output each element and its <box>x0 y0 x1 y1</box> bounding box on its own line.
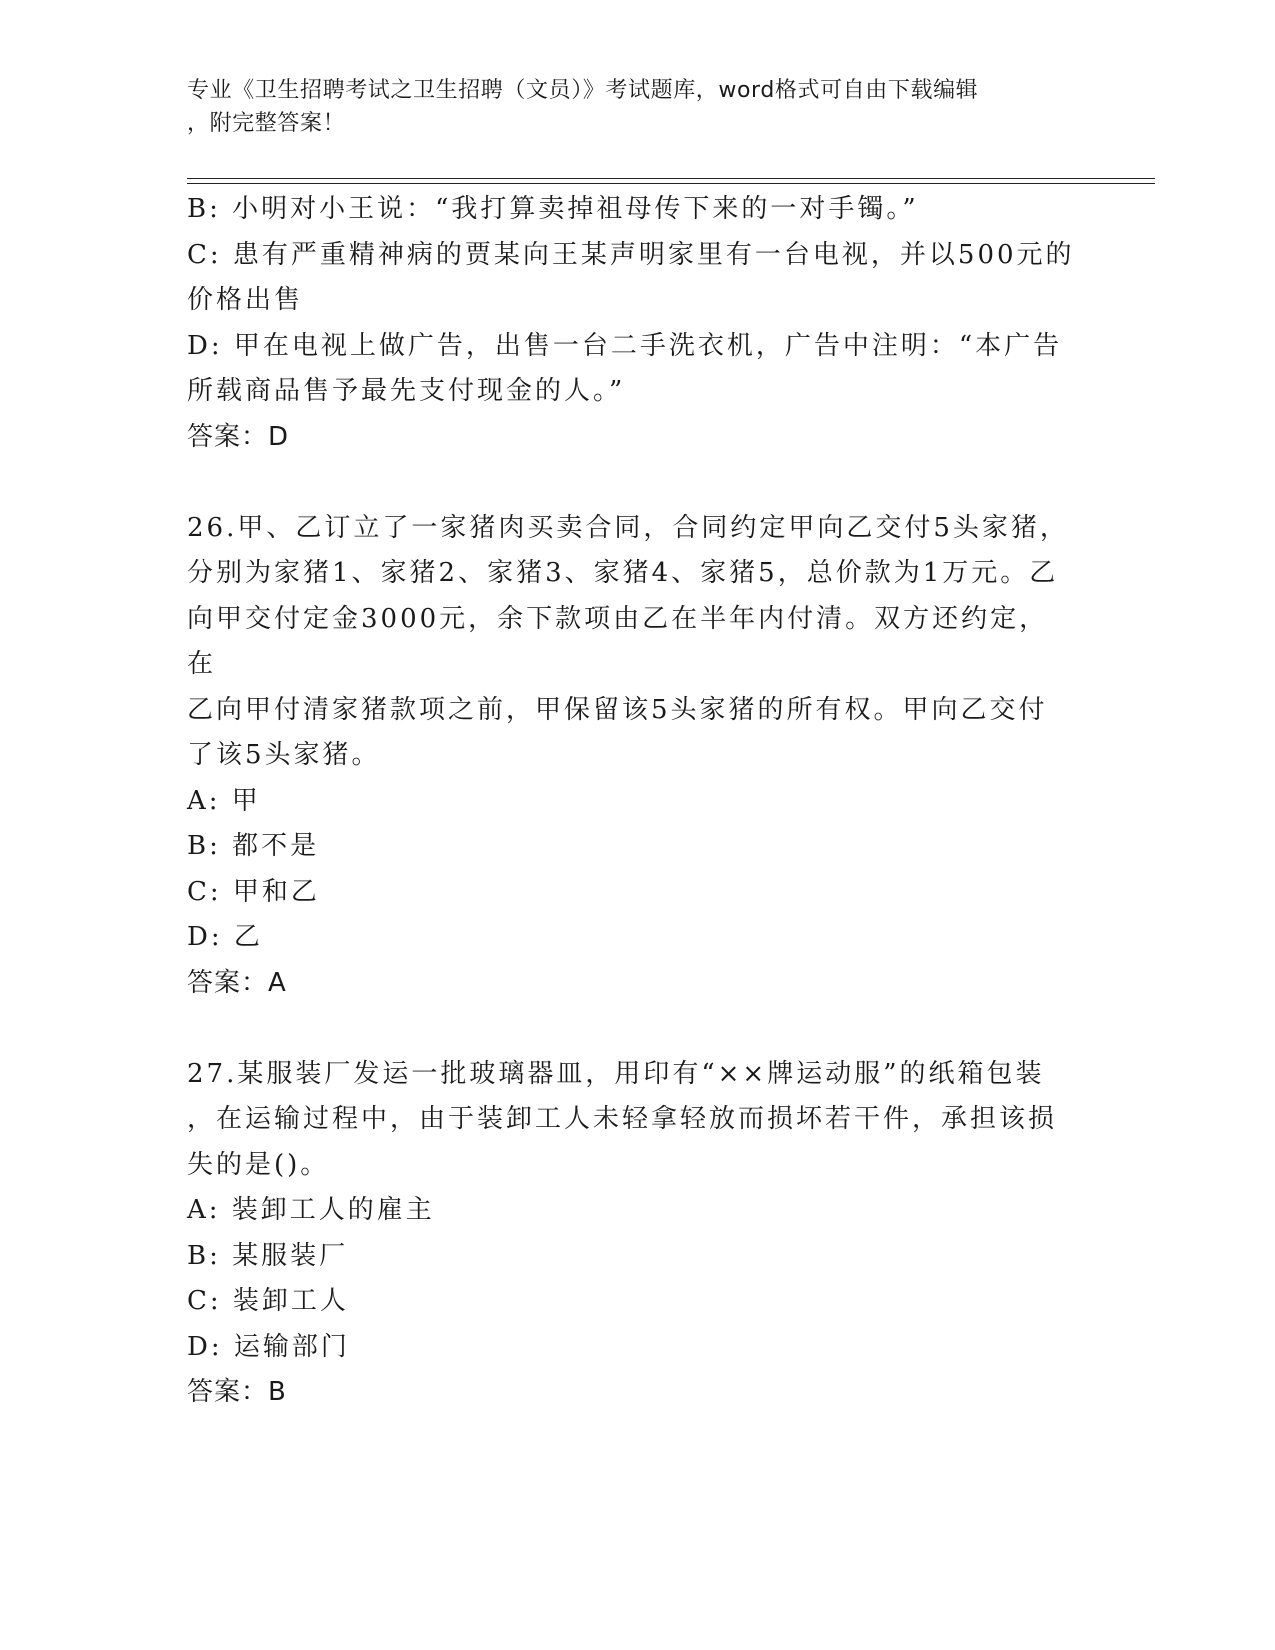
q27-stem-line: 失的是()。 <box>187 1149 330 1180</box>
header-divider-top <box>187 178 1155 179</box>
q25-option-c-cont: 价格出售 <box>187 285 304 315</box>
q27-stem-line: 27.某服装厂发运一批玻璃器皿，用印有“××牌运动服”的纸箱包装 <box>187 1058 1045 1089</box>
question-25-continued <box>187 187 1077 460</box>
q26-stem-line: 了该5头家猪。 <box>187 740 381 770</box>
q27-option-c: C: 装卸工人 <box>187 1286 349 1316</box>
question-26 <box>187 506 1077 1007</box>
q26-option-b: B: 都不是 <box>187 831 320 861</box>
question-27 <box>187 1052 1077 1416</box>
q26-option-d: D: 乙 <box>187 922 263 952</box>
document-header <box>187 74 1087 140</box>
q25-option-d: D: 甲在电视上做广告，出售一台二手洗衣机，广告中注明：“本广告 <box>187 330 1063 361</box>
q25-answer: 答案：D <box>187 421 290 452</box>
q27-stem-line: ，在运输过程中，由于装卸工人未轻拿轻放而损坏若干件，承担该损 <box>187 1104 1058 1134</box>
header-divider-bottom <box>187 183 1155 184</box>
header-line-2: ，附完整答案！ <box>187 111 346 136</box>
q26-stem-line: 向甲交付定金3000元，余下款项由乙在半年内付清。双方还约定，在 <box>187 603 1049 679</box>
q26-option-c: C: 甲和乙 <box>187 876 320 907</box>
q27-answer: 答案：B <box>187 1377 287 1407</box>
question-content <box>187 187 1077 1416</box>
q27-option-a: A: 装卸工人的雇主 <box>187 1195 435 1225</box>
q25-option-b: B: 小明对小王说：“我打算卖掉祖母传下来的一对手镯。” <box>187 194 919 224</box>
q26-stem-line: 乙向甲付清家猪款项之前，甲保留该5头家猪的所有权。甲向乙交付 <box>187 694 1048 725</box>
header-line-1: 专业《卫生招聘考试之卫生招聘（文员）》考试题库，word格式可自由下载编辑 <box>187 78 979 103</box>
q26-answer: 答案：A <box>187 967 287 998</box>
q27-option-b: B: 某服装厂 <box>187 1240 349 1271</box>
q26-stem-line: 26.甲、乙订立了一家猪肉买卖合同，合同约定甲向乙交付5头家猪， <box>187 512 1069 543</box>
q26-stem-line: 分别为家猪1、家猪2、家猪3、家猪4、家猪5，总价款为1万元。乙 <box>187 558 1059 588</box>
q27-option-d: D: 运输部门 <box>187 1331 350 1362</box>
q25-option-c: C: 患有严重精神病的贾某向王某声明家里有一台电视，并以500元的 <box>187 239 1075 270</box>
q25-option-d-cont: 所载商品售予最先支付现金的人。” <box>187 376 626 406</box>
q26-option-a: A: 甲 <box>187 785 261 816</box>
